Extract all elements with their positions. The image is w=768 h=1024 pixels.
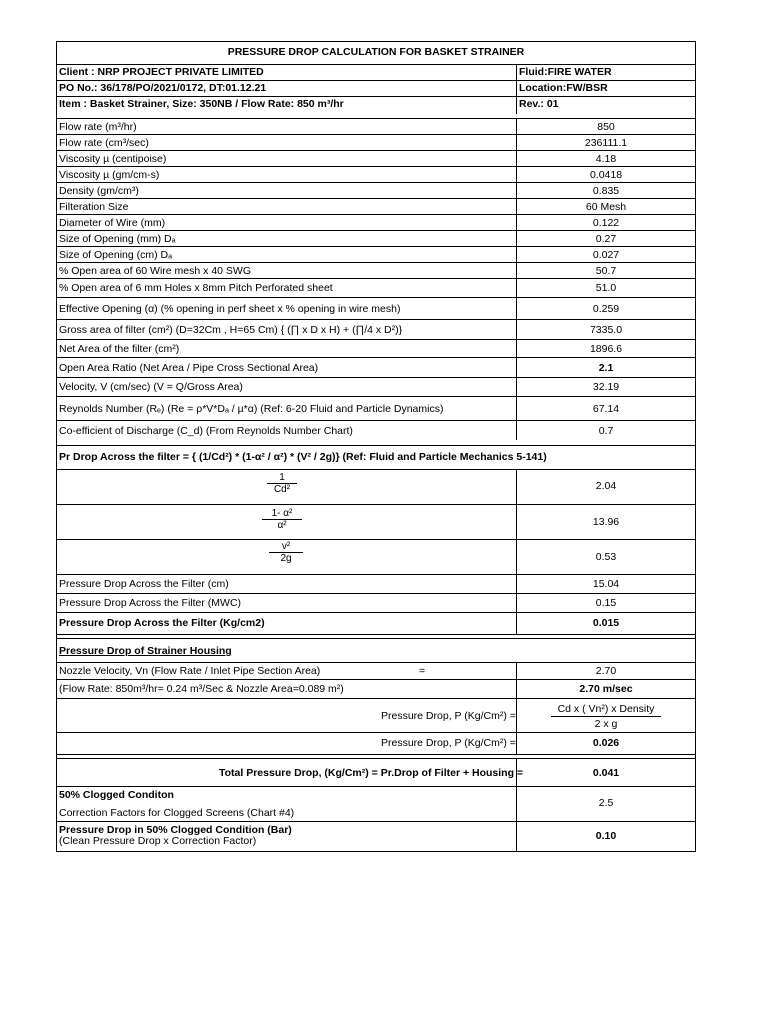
row-value: 67.14 xyxy=(592,403,620,415)
fraction-row-2 xyxy=(57,504,695,539)
data-row xyxy=(57,278,695,297)
data-row xyxy=(57,198,695,214)
filter-drop-row-cm xyxy=(57,574,695,593)
row-value: 0.0418 xyxy=(589,169,623,181)
calculation-sheet xyxy=(56,41,696,852)
nozzle-equals: = xyxy=(419,665,426,677)
fraction-2: $\frac{\text{1- α²}}{\text{α²}}$ xyxy=(262,508,302,531)
fluid-type: Fluid:FIRE WATER xyxy=(519,66,612,78)
clogged-heading: 50% Clogged Conditon xyxy=(59,789,174,801)
row-label: Flow rate (m³/hr) xyxy=(59,121,137,133)
row-label: % Open area of 6 mm Holes x 8mm Pitch Perforated sheet xyxy=(59,282,333,294)
filter-drop-kg-label: Pressure Drop Across the Filter (Kg/cm2) xyxy=(59,617,265,629)
header-po-row xyxy=(57,80,695,96)
housing-pd-label-2: Pressure Drop, P (Kg/Cm²) = xyxy=(381,737,516,749)
fraction-1-value: 2.04 xyxy=(595,480,617,492)
housing-pd-value: 0.026 xyxy=(592,737,620,749)
data-row xyxy=(57,246,695,262)
row-value: 0.7 xyxy=(598,425,614,437)
data-row xyxy=(57,420,695,440)
row-label: Viscosity µ (centipoise) xyxy=(59,153,167,165)
row-label: Size of Opening (mm) Dₐ xyxy=(59,233,176,245)
row-value: 51.0 xyxy=(595,282,617,294)
clogged-pd-value: 0.10 xyxy=(595,830,617,842)
data-row xyxy=(57,262,695,278)
filter-drop-kg-value: 0.015 xyxy=(592,617,620,629)
filter-drop-mwc-label: Pressure Drop Across the Filter (MWC) xyxy=(59,597,242,609)
housing-pd-fraction: Cd x ( Vn²) x Density 2 x g xyxy=(517,702,695,731)
row-value: 50.7 xyxy=(595,265,617,277)
data-row xyxy=(57,230,695,246)
filter-drop-cm-label: Pressure Drop Across the Filter (cm) xyxy=(59,578,229,590)
nozzle-value: 2.70 xyxy=(595,665,617,677)
fraction-3-value: 0.53 xyxy=(595,551,617,563)
item-description: Item : Basket Strainer, Size: 350NB / Flow Rate: 850 m³/hr xyxy=(59,98,344,110)
row-value: 7335.0 xyxy=(589,324,623,336)
total-row xyxy=(57,758,695,786)
data-row xyxy=(57,166,695,182)
filter-drop-cm-value: 15.04 xyxy=(592,578,620,590)
row-label: Gross area of filter (cm²) (D=32Cm , H=65 Cm) { (∏ x D x H) + (∏/4 x D²)} xyxy=(59,324,403,336)
data-row xyxy=(57,377,695,396)
row-label: Size of Opening (cm) Dₐ xyxy=(59,249,173,261)
row-value: 32.19 xyxy=(592,381,620,393)
nozzle-row xyxy=(57,662,695,679)
fraction-1: $\frac{1}{\text{Cd²}}$ xyxy=(267,472,297,495)
housing-heading-row xyxy=(57,638,695,662)
row-value: 2.1 xyxy=(598,362,614,374)
client-name: Client : NRP PROJECT PRIVATE LIMITED xyxy=(59,66,264,78)
location: Location:FW/BSR xyxy=(519,82,608,94)
row-value: 0.259 xyxy=(592,303,620,315)
sheet-title: PRESSURE DROP CALCULATION FOR BASKET STRAINER xyxy=(227,46,525,58)
row-label: Viscosity µ (gm/cm-s) xyxy=(59,169,160,181)
filter-drop-row-mwc xyxy=(57,593,695,612)
data-row xyxy=(57,150,695,166)
row-value: 0.835 xyxy=(592,185,620,197)
header-client-row xyxy=(57,64,695,80)
data-row xyxy=(57,297,695,319)
row-label: Effective Opening (α) (% opening in perf sheet x % opening in wire mesh) xyxy=(59,303,401,315)
data-row xyxy=(57,118,695,134)
clogged-pd-label: Pressure Drop in 50% Clogged Condition (Bar) xyxy=(59,824,292,836)
flow-row xyxy=(57,679,695,698)
revision: Rev.: 01 xyxy=(519,98,559,110)
data-row xyxy=(57,182,695,198)
correction-factor-value: 2.5 xyxy=(598,797,614,809)
housing-pd-label-1: Pressure Drop, P (Kg/Cm²) = xyxy=(381,710,516,722)
row-value: 0.27 xyxy=(595,233,617,245)
data-row xyxy=(57,339,695,357)
header-item-row xyxy=(57,96,695,114)
clogged-pd-row xyxy=(57,821,695,851)
clogged-pd-sub: (Clean Pressure Drop x Correction Factor) xyxy=(59,835,257,847)
data-row xyxy=(57,134,695,150)
fraction-row-1 xyxy=(57,469,695,504)
correction-factor-label: Correction Factors for Clogged Screens (Chart #4) xyxy=(59,807,295,819)
row-label: Velocity, V (cm/sec) (V = Q/Gross Area) xyxy=(59,381,243,393)
po-number: PO No.: 36/178/PO/2021/0172, DT:01.12.21 xyxy=(59,82,267,94)
row-label: % Open area of 60 Wire mesh x 40 SWG xyxy=(59,265,251,277)
row-label: Density (gm/cm³) xyxy=(59,185,139,197)
row-value: 850 xyxy=(597,121,615,133)
row-label: Diameter of Wire (mm) xyxy=(59,217,166,229)
row-label: Open Area Ratio (Net Area / Pipe Cross Sectional Area) xyxy=(59,362,319,374)
row-label: Filteration Size xyxy=(59,201,129,213)
data-row xyxy=(57,396,695,420)
row-label: Reynolds Number (Rₑ) (Re = ρ*V*Dₐ / µ*α) (Ref: 6-20 Fluid and Particle Dynamics) xyxy=(59,403,444,415)
filter-drop-mwc-value: 0.15 xyxy=(595,597,617,609)
fraction-2-value: 13.96 xyxy=(592,516,620,528)
data-row xyxy=(57,214,695,230)
total-value: 0.041 xyxy=(592,767,620,779)
row-label: Net Area of the filter (cm²) xyxy=(59,343,180,355)
row-label: Flow rate (cm³/sec) xyxy=(59,137,149,149)
filter-drop-row-kg xyxy=(57,612,695,634)
title-row xyxy=(57,42,695,64)
fraction-3: $\frac{\text{v²}}{2g}$ xyxy=(269,541,303,564)
housing-heading: Pressure Drop of Strainer Housing xyxy=(59,645,232,657)
nozzle-label: Nozzle Velocity, Vn (Flow Rate / Inlet Pipe Section Area) xyxy=(59,665,321,677)
flow-value: 2.70 m/sec xyxy=(579,683,633,695)
flow-label: (Flow Rate: 850m³/hr= 0.24 m³/Sec & Nozzle Area=0.089 m²) xyxy=(59,683,344,695)
row-value: 236111.1 xyxy=(584,137,628,149)
total-label: Total Pressure Drop, (Kg/Cm²) = Pr.Drop of Filter + Housing = xyxy=(219,767,524,779)
data-row xyxy=(57,319,695,339)
pr-drop-formula: Pr Drop Across the filter = { (1/Cd²) * (1-α² / α²) * (V² / 2g)} (Ref: Fluid and Particle Mechanics 5-141) xyxy=(59,451,547,463)
row-value: 0.027 xyxy=(592,249,620,261)
row-value: 1896.6 xyxy=(589,343,623,355)
data-row xyxy=(57,357,695,377)
formula-row xyxy=(57,445,695,469)
row-value: 4.18 xyxy=(595,153,617,165)
housing-pd-formula-row xyxy=(57,698,695,732)
clogged-row xyxy=(57,786,695,821)
row-label: Co-efficient of Discharge (C_d) (From Reynolds Number Chart) xyxy=(59,425,353,437)
housing-pd-row xyxy=(57,732,695,754)
fraction-row-3 xyxy=(57,539,695,574)
row-value: 0.122 xyxy=(592,217,620,229)
row-value: 60 Mesh xyxy=(585,201,627,213)
